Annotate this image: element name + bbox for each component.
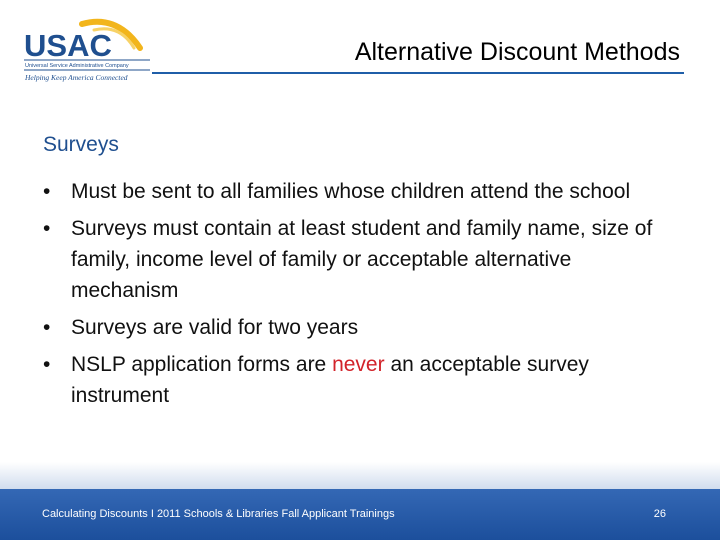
usac-logo — [22, 18, 162, 88]
bullet-text: Surveys must contain at least student and family name, size of family, income level of family or acceptable alternative mechanism — [71, 217, 653, 302]
logo-tagline: Helping Keep America Connected — [25, 73, 128, 82]
bullet-text: Must be sent to all families whose children attend the school — [71, 180, 631, 203]
title-divider — [152, 72, 684, 74]
section-heading: Surveys — [43, 133, 119, 156]
bullet-dot: • — [43, 217, 51, 240]
bullet-text: Surveys are valid for two years — [71, 316, 359, 339]
slide-title: Alternative Discount Methods — [354, 38, 680, 66]
footer-gradient — [0, 462, 720, 492]
page-number: 26 — [653, 508, 666, 520]
logo-wordmark: USAC — [24, 28, 112, 63]
footer-bar — [0, 489, 720, 540]
bullet-list — [43, 176, 683, 417]
bullet-dot: • — [43, 316, 51, 339]
highlighted-text: never — [332, 353, 385, 376]
bullet-item — [43, 349, 683, 411]
bullet-item — [43, 312, 683, 343]
usac-logo-graphic — [22, 18, 162, 88]
bullet-dot: • — [43, 180, 51, 203]
bullet-text: NSLP application forms are — [71, 353, 333, 376]
bullet-dot: • — [43, 353, 51, 376]
bullet-text: an acceptable survey instrument — [71, 353, 589, 407]
bullet-item — [43, 176, 683, 207]
bullet-item — [43, 213, 683, 306]
footer-text: Calculating Discounts I 2011 Schools & Libraries Fall Applicant Trainings — [42, 508, 395, 520]
logo-subtitle: Universal Service Administrative Company — [25, 63, 129, 69]
